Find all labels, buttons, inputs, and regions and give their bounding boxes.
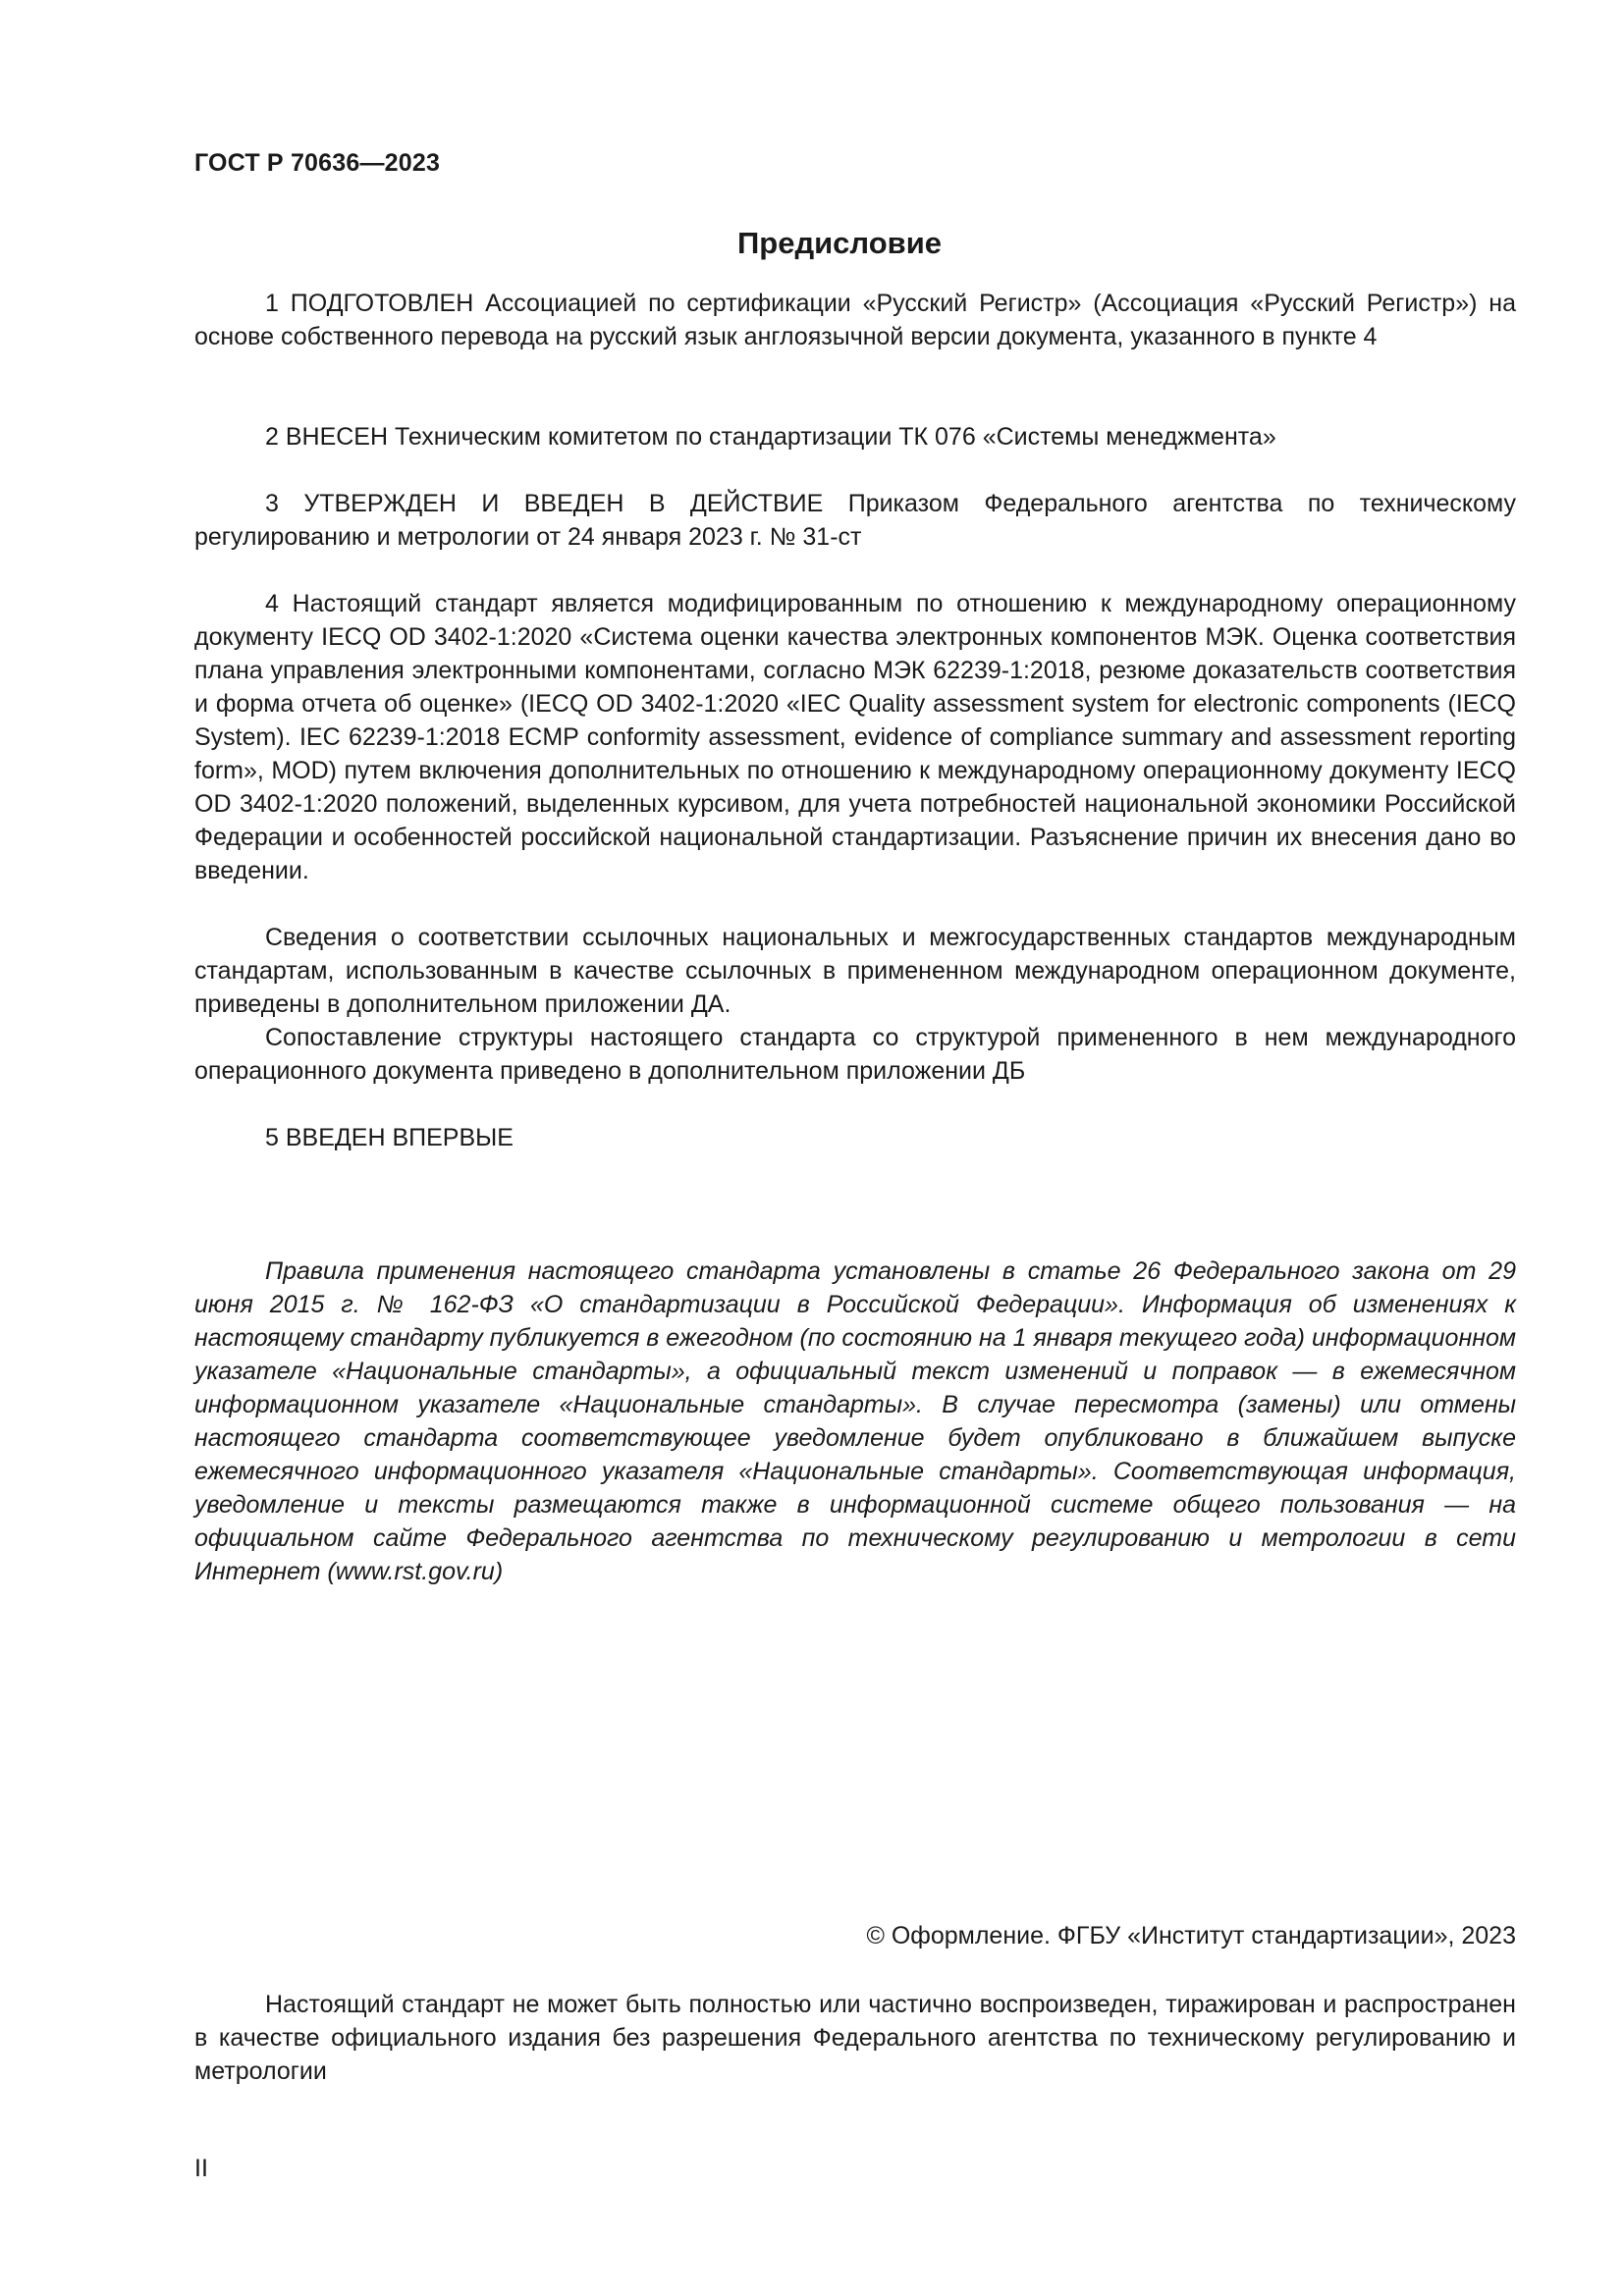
reproduction-notice: Настоящий стандарт не может быть полностью или частично воспроизведен, тиражирован и распространен в качестве официального издания без разрешения Федерального агентства по техническому регулированию и метрологии [194, 1991, 1516, 2085]
item-4-references: Сведения о соответствии ссылочных национальных и межгосударственных стандартов международным стандартам, использованным в качестве ссылочных в примененном международном операционном документе, приведены в дополнительном приложении ДА. [194, 924, 1516, 1018]
item-4: 4 Настоящий стандарт является модифицированным по отношению к международному операционному документу IECQ OD 3402-1:2020 «Система оценки качества электронных компонентов МЭК. Оценка соответствия плана управления электронными компонентами, согласно МЭК 62239-1:2018, резюме доказательств соответствия и форма отчета об оценке» (IECQ OD 3402-1:2020 «IEC Quality assessment system for electronic components (IECQ System). IEC 62239-1:2018 ECMP conformity assessment, evidence of compliance summary and assessment reporting form», MOD) путем включения дополнительных по отношению к международному операционному документу IECQ OD 3402-1:2020 положений, выделенных курсивом, для учета потребностей национальной экономики Российской Федерации и особенностей российской национальной стандартизации. Разъяснение причин их внесения дано во введении. [194, 590, 1516, 884]
document-code: ГОСТ Р 70636—2023 [194, 149, 441, 177]
item-1: 1 ПОДГОТОВЛЕН Ассоциацией по сертификации «Русский Регистр» (Ассоциация «Русский Регистр») на основе собственного перевода на русский язык англоязычной версии документа, указанного в пункте 4 [194, 290, 1516, 350]
item-5: 5 ВВЕДЕН ВПЕРВЫЕ [265, 1124, 514, 1151]
rules-notice: Правила применения настоящего стандарта установлены в статье 26 Федерального закона от 29 июня 2015 г. № 162-ФЗ «О стандартизации в Российской Федерации». Информация об изменениях к настоящему стандарту публикуется в ежегодном (по состоянию на 1 января текущего года) информационном указателе «Национальные стандарты», а официальный текст изменений и поправок — в ежемесячном информационном указателе «Национальные стандарты». В случае пересмотра (замены) или отмены настоящего стандарта соответствующее уведомление будет опубликовано в ближайшем выпуске ежемесячного информационного указателя «Национальные стандарты». Соответствующая информация, уведомление и тексты размещаются также в информационной системе общего пользования — на официальном сайте Федерального агентства по техническому регулированию и метрологии в сети Интернет (www.rst.gov.ru) [194, 1257, 1517, 1585]
page-number: II [194, 2155, 208, 2182]
page-title: Предисловие [736, 226, 942, 260]
item-4-structure: Сопоставление структуры настоящего стандарта со структурой примененного в нем международного операционного документа приведено в дополнительном приложении ДБ [194, 1024, 1516, 1085]
item-2: 2 ВНЕСЕН Техническим комитетом по стандартизации ТК 076 «Системы менеджмента» [265, 423, 1276, 451]
copyright: © Оформление. ФГБУ «Институт стандартизации», 2023 [866, 1922, 1516, 1949]
item-3: 3 УТВЕРЖДЕН И ВВЕДЕН В ДЕЙСТВИЕ Приказом Федерального агентства по техническому регулированию и метрологии от 24 января 2023 г. № 31-ст [194, 490, 1516, 551]
